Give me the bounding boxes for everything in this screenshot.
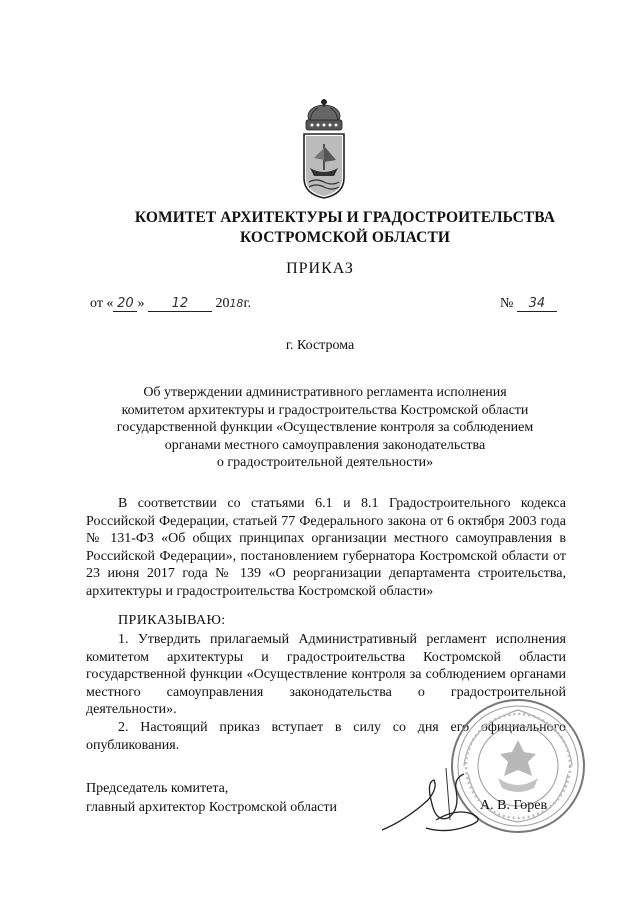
order-number (500, 296, 557, 312)
order-item-2: 2. Настоящий приказ вступает в силу со дня его официального опубликования. (86, 720, 566, 753)
subject-line: комитетом архитектуры и градостроительства Костромской области (121, 402, 529, 418)
signatory-name: А. В. Горев (480, 798, 548, 813)
organization-name-line2: КОСТРОМСКОЙ ОБЛАСТИ (239, 229, 451, 246)
subject-line: Об утверждении административного регламента исполнения (143, 385, 507, 400)
date-day: 20 (113, 296, 137, 312)
order-date (90, 296, 251, 312)
subject-line: государственной функции «Осуществление контроля за соблюдением (116, 420, 534, 435)
order-item-1: 1. Утвердить прилагаемый Административный регламент исполнения комитетом архитектуры и градостроительства Костромской области государственной функции «Осуществление контроля за соблюдением органами местного самоуправления законодательства о градостроительной деятельности». (86, 632, 566, 717)
signatory-title (86, 779, 337, 817)
date-suffix: г. (243, 296, 252, 311)
subject-line: органами местного самоуправления законодательства (164, 437, 486, 453)
city: г. Кострома (285, 338, 355, 353)
command-word: ПРИКАЗЫВАЮ: (118, 613, 226, 628)
subject-line: о градостроительной деятельности» (216, 455, 434, 470)
organization-name-line1: КОМИТЕТ АРХИТЕКТУРЫ И ГРАДОСТРОИТЕЛЬСТВА (134, 209, 556, 226)
date-month: 12 (148, 296, 212, 312)
preamble-paragraph: В соответствии со статьями 6.1 и 8.1 Градостроительного кодекса Российской Федерации, статьей 77 Федерального закона от 6 октября 2003 года № 131-ФЗ «Об общих принципах организации местного самоуправления в Российской Федерации», постановлением губернатора Костромской области от 23 июня 2017 года № 139 «О реорганизации департамента строительства, архитектуры и градостроительства Костромской области» (86, 496, 566, 599)
date-mid: » (137, 296, 145, 311)
signatory-title-line1: Председатель комитета, (86, 781, 229, 796)
order-subject (100, 384, 550, 472)
document-type: ПРИКАЗ (286, 260, 354, 277)
number-value: 34 (517, 296, 557, 312)
coat-of-arms-emblem (296, 98, 352, 202)
signatory-title-line2: главный архитектор Костромской области (86, 800, 338, 815)
date-year: 18 (229, 297, 244, 310)
date-year-prefix: 20 (215, 296, 230, 311)
number-prefix: № (500, 296, 514, 311)
date-prefix: от « (90, 296, 114, 311)
